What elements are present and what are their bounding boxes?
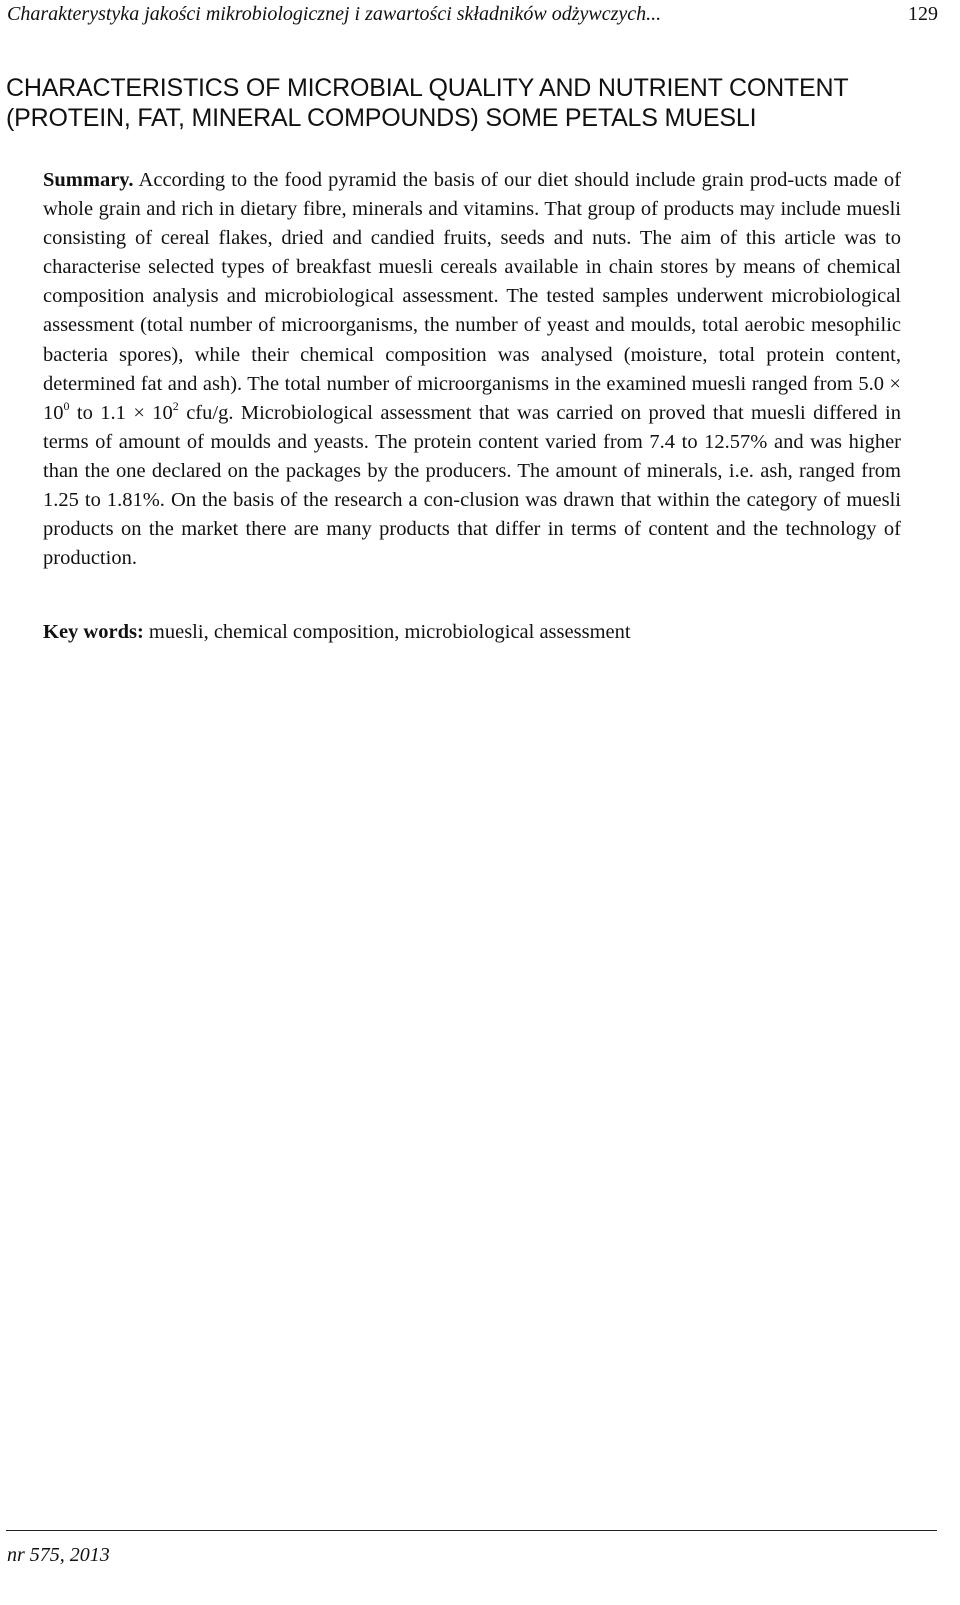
- keywords-text: muesli, chemical composition, microbiological assessment: [143, 621, 631, 643]
- article-title-line-2: (PROTEIN, FAT, MINERAL COMPOUNDS) SOME PETALS MUESLI: [6, 104, 757, 132]
- footer-issue: nr 575, 2013: [7, 1544, 110, 1566]
- running-head-title: Charakterystyka jakości mikrobiologicznej i zawartości składników odżywczych...: [7, 3, 662, 25]
- summary-paragraph: [43, 166, 901, 573]
- summary-text-part-3: cfu/g. Microbiological assessment that was carried on proved that muesli differed in terms of amount of moulds and yeasts. The protein content varied from 7.4 to 12.57% and was higher than the one declared on the packages by the producers. The amount of minerals, i.e. ash, ranged from 1.25 to 1.81%. On the basis of the research a con-clusion was drawn that within the category of muesli products on the market there are many products that differ in terms of content and the technology of production.: [43, 401, 901, 570]
- summary-exponent-2: 2: [172, 398, 179, 413]
- running-head: [7, 2, 938, 26]
- summary-label: Summary.: [43, 169, 134, 191]
- keywords-line: [43, 618, 901, 647]
- summary-exponent-1: 0: [63, 398, 70, 413]
- article-title: [6, 73, 936, 133]
- footer-divider: [6, 1530, 937, 1531]
- summary-text-part-2: to 1.1 × 10: [69, 401, 173, 424]
- page-number: 129: [908, 3, 938, 25]
- article-title-line-1: CHARACTERISTICS OF MICROBIAL QUALITY AND NUTRIENT CONTENT: [6, 74, 849, 102]
- summary-text-part-1: According to the food pyramid the basis of our diet should include grain prod-ucts made of whole grain and rich in dietary fibre, minerals and vitamins. That group of products may include muesli consisting of cereal flakes, dried and candied fruits, seeds and nuts. The aim of this article was to characterise selected types of breakfast muesli cereals available in chain stores by means of chemical composition analysis and microbiological assessment. The tested samples underwent microbiological assessment (total number of microorganisms, the number of yeast and moulds, total aerobic mesophilic bacteria spores), while their chemical composition was analysed (moisture, total protein content, determined fat and ash). The total number of microorganisms in the examined muesli ranged from 5.0 × 10: [43, 169, 901, 424]
- keywords-label: Key words:: [43, 621, 144, 643]
